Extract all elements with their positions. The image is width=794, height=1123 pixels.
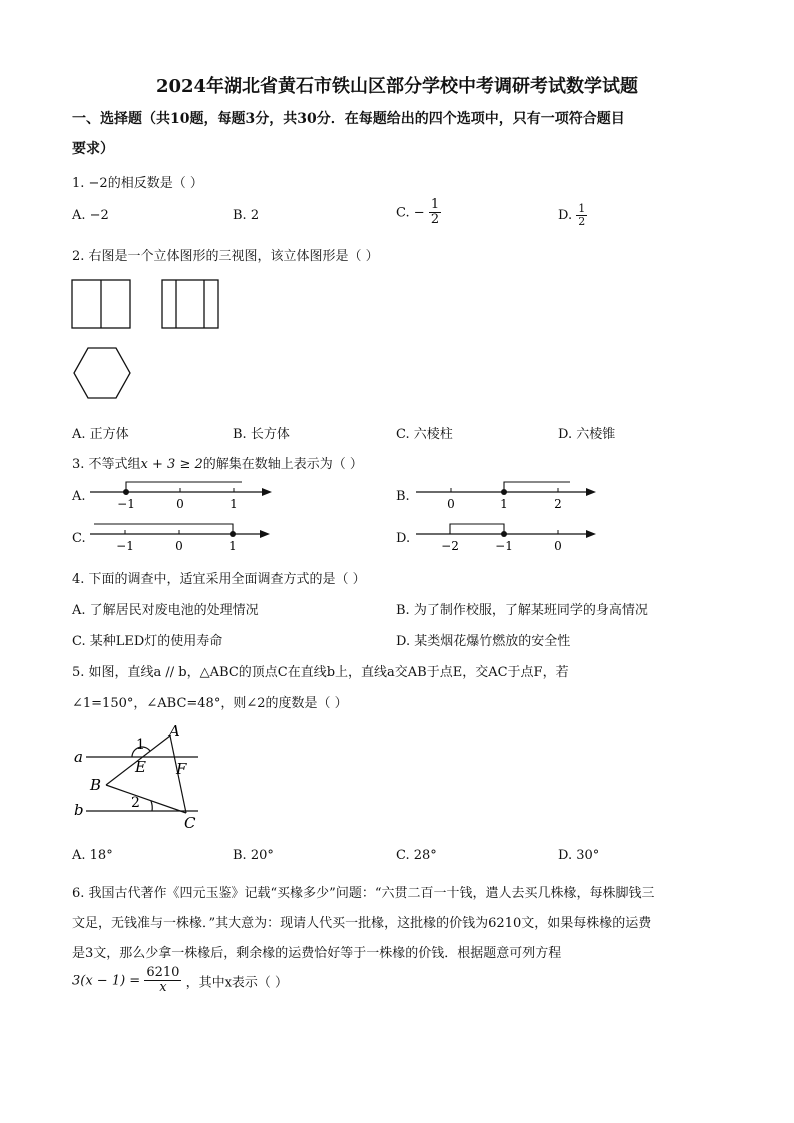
q4-option-a: A. 了解居民对废电池的处理情况 <box>72 603 259 618</box>
tick-label: 0 <box>176 497 184 511</box>
label-b: b <box>74 801 84 819</box>
q5-option-d: D. 30° <box>558 848 600 863</box>
tick-label: 1 <box>230 497 238 511</box>
q3-label-a: A. <box>72 489 86 504</box>
q3-label-b: B. <box>396 489 410 504</box>
q6-eq-post: ，其中x表示（ ） <box>185 975 289 991</box>
tick-label: −1 <box>117 497 135 511</box>
tick-label: −2 <box>441 539 459 553</box>
angle-2-arc <box>151 801 152 811</box>
label-E: E <box>135 758 146 776</box>
q1-option-d-denominator: 2 <box>578 215 586 229</box>
section-header-line2: 要求） <box>72 141 114 157</box>
q2-option-d: D. 六棱锥 <box>558 427 616 442</box>
q6-eq-left: 3(x − 1) = <box>72 973 141 989</box>
q1-option-c-label: C. <box>396 205 410 221</box>
q1-option-b: B. 2 <box>233 208 260 223</box>
q5-option-a: A. 18° <box>72 848 113 863</box>
q1-stem: 1. −2的相反数是（ ） <box>72 176 203 191</box>
q1-option-c-numerator: 1 <box>430 197 440 212</box>
q3-label-c: C. <box>72 531 86 546</box>
q6-eq-denominator: x <box>159 980 167 996</box>
q6-eq-numerator: 6210 <box>146 965 180 980</box>
q5-option-b: B. 20° <box>233 848 274 863</box>
side-BC <box>106 785 186 813</box>
q4-option-b: B. 为了制作校服，了解某班同学的身高情况 <box>396 603 648 618</box>
q2-three-views-figure <box>70 278 230 408</box>
tick-label: −1 <box>116 539 134 553</box>
q6-eq-fraction <box>144 966 181 996</box>
q2-option-b: B. 长方体 <box>233 427 290 442</box>
tick-label: 1 <box>500 497 508 511</box>
tick-label: 0 <box>447 497 455 511</box>
q1-option-c-sign: − <box>413 205 425 221</box>
q5-line2: ∠1=150°，∠ABC=48°，则∠2的度数是（ ） <box>72 696 348 711</box>
q6-equation <box>72 966 288 996</box>
label-angle-2: 2 <box>131 795 140 811</box>
label-B: B <box>90 776 102 794</box>
q2-option-a: A. 正方体 <box>72 427 129 442</box>
page-title: 2024年湖北省黄石市铁山区部分学校中考调研考试数学试题 <box>155 76 639 97</box>
q1-option-c <box>396 198 441 228</box>
q4-option-d: D. 某类烟花爆竹燃放的安全性 <box>396 634 571 649</box>
q3-numberline-a <box>90 478 280 514</box>
label-F: F <box>176 760 187 778</box>
q3-stem-pre: 3. 不等式组 <box>72 457 141 472</box>
tick-label: 0 <box>554 539 562 553</box>
q3-label-d: D. <box>396 531 411 546</box>
q3-stem-post: 的解集在数轴上表示为（ ） <box>202 457 363 472</box>
tick-label: −1 <box>495 539 513 553</box>
q1-option-d-fraction <box>576 203 587 228</box>
q3-stem <box>72 453 363 472</box>
q1-option-a: A. −2 <box>72 208 109 223</box>
side-view <box>162 280 218 328</box>
q1-option-c-fraction <box>429 198 441 228</box>
label-C: C <box>184 814 196 832</box>
q1-option-d-label: D. <box>558 208 573 224</box>
q3-numberline-c <box>90 520 280 556</box>
q5-line1: 5. 如图，直线a // b，△ABC的顶点C在直线b上，直线a交AB于点E，交AC于点F，若 <box>72 665 569 680</box>
q3-numberline-d <box>416 520 606 556</box>
q6-line1: 6. 我国古代著作《四元玉鉴》记载“买椽多少”问题：“六贯二百一十钱，遣人去买几株椽，每株脚钱三 <box>72 886 655 901</box>
section-header-line1: 一、选择题（共10题，每题3分，共30分．在每题给出的四个选项中，只有一项符合题目 <box>72 111 625 127</box>
q3-numberline-b <box>416 478 606 514</box>
q2-stem: 2. 右图是一个立体图形的三视图，该立体图形是（ ） <box>72 249 379 264</box>
q2-option-c: C. 六棱柱 <box>396 427 453 442</box>
top-view-hexagon <box>74 348 130 398</box>
q5-geometry-figure <box>68 722 208 834</box>
tick-label: 0 <box>175 539 183 553</box>
q5-option-c: C. 28° <box>396 848 437 863</box>
q3-stem-expr: x + 3 ≥ 2 <box>140 457 203 472</box>
q4-option-c: C. 某种LED灯的使用寿命 <box>72 634 223 649</box>
label-A: A <box>169 722 180 740</box>
q4-stem: 4. 下面的调查中，适宜采用全面调查方式的是（ ） <box>72 572 366 587</box>
label-a: a <box>74 748 83 766</box>
label-angle-1: 1 <box>136 737 145 753</box>
q1-option-c-denominator: 2 <box>430 212 440 228</box>
q1-option-d <box>558 203 587 228</box>
tick-label: 1 <box>229 539 237 553</box>
tick-label: 2 <box>554 497 562 511</box>
q6-line3: 是3文，那么少拿一株椽后，剩余椽的运费恰好等于一株椽的价钱．根据题意可列方程 <box>72 946 562 961</box>
q6-line2: 文足，无钱准与一株椽．”其大意为：现请人代买一批椽，这批椽的价钱为6210文，如果每株椽的运费 <box>72 916 652 931</box>
q1-option-d-numerator: 1 <box>578 202 586 215</box>
